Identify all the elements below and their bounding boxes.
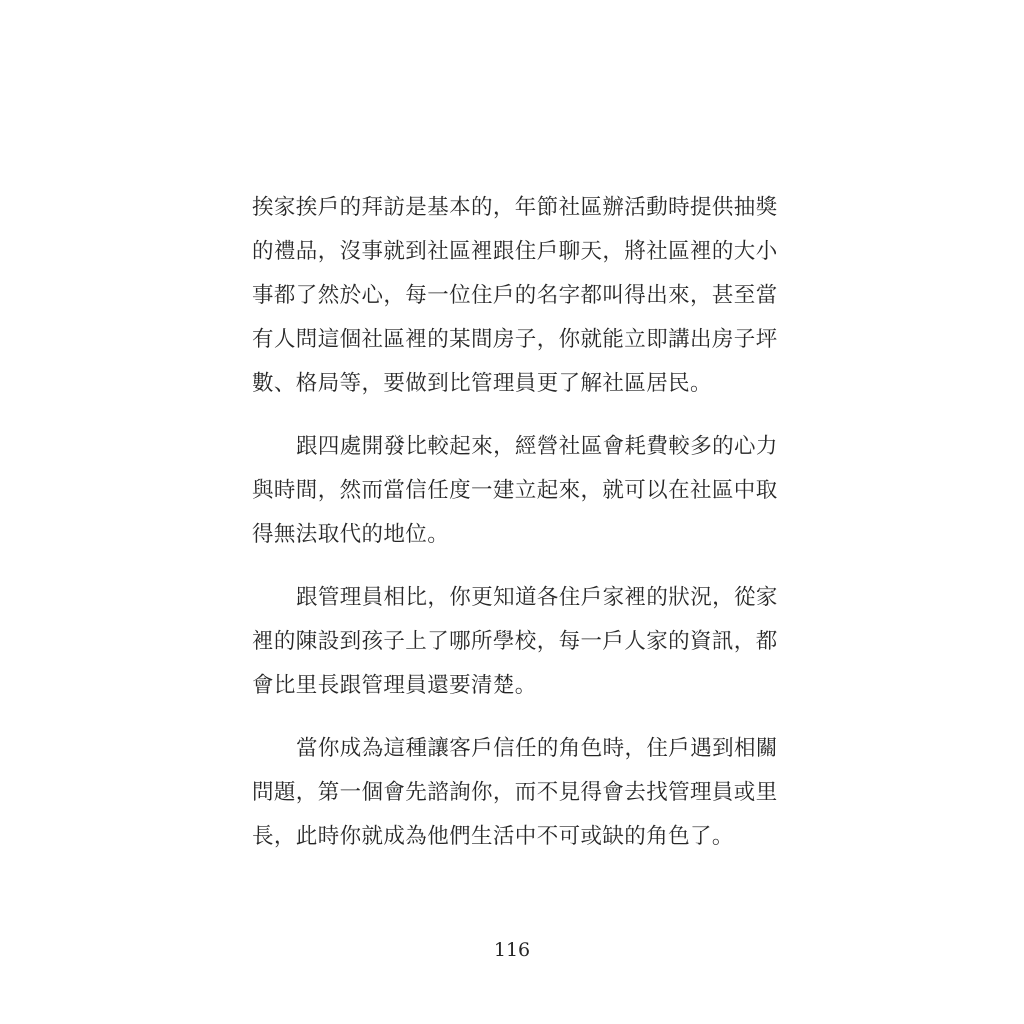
text-line: 會比里長跟管理員還要清楚。 (252, 673, 537, 698)
text-line: 事都了然於心，每一位住戶的名字都叫得出來，甚至當 (252, 283, 778, 308)
body-text (252, 186, 782, 859)
text-line: 挨家挨戶的拜訪是基本的，年節社區辦活動時提供抽獎 (252, 195, 778, 220)
paragraph-spacer (252, 557, 782, 576)
text-line: 當你成為這種讓客戶信任的角色時，住戶遇到相關 (296, 736, 778, 761)
text-line: 與時間，然而當信任度一建立起來，就可以在社區中取 (252, 478, 778, 503)
paragraph-1 (252, 186, 782, 406)
text-line: 問題，第一個會先諮詢你，而不見得會去找管理員或里 (252, 780, 778, 805)
text-line: 的禮品，沒事就到社區裡跟住戶聊天，將社區裡的大小 (252, 239, 778, 264)
page-number: 116 (493, 939, 531, 961)
text-line: 數、格局等，要做到比管理員更了解社區居民。 (252, 371, 712, 396)
text-line: 跟管理員相比，你更知道各住戶家裡的狀況，從家 (296, 585, 778, 610)
paragraph-spacer (252, 708, 782, 727)
paragraph-3 (252, 576, 782, 708)
paragraph-4 (252, 727, 782, 859)
paragraph-2 (252, 425, 782, 557)
text-line: 長，此時你就成為他們生活中不可或缺的角色了。 (252, 824, 734, 849)
text-line: 得無法取代的地位。 (252, 522, 450, 547)
paragraph-spacer (252, 406, 782, 425)
text-line: 有人問這個社區裡的某間房子，你就能立即講出房子坪 (252, 327, 778, 352)
text-line: 跟四處開發比較起來，經營社區會耗費較多的心力 (296, 434, 778, 459)
text-line: 裡的陳設到孩子上了哪所學校，每一戶人家的資訊，都 (252, 629, 778, 654)
